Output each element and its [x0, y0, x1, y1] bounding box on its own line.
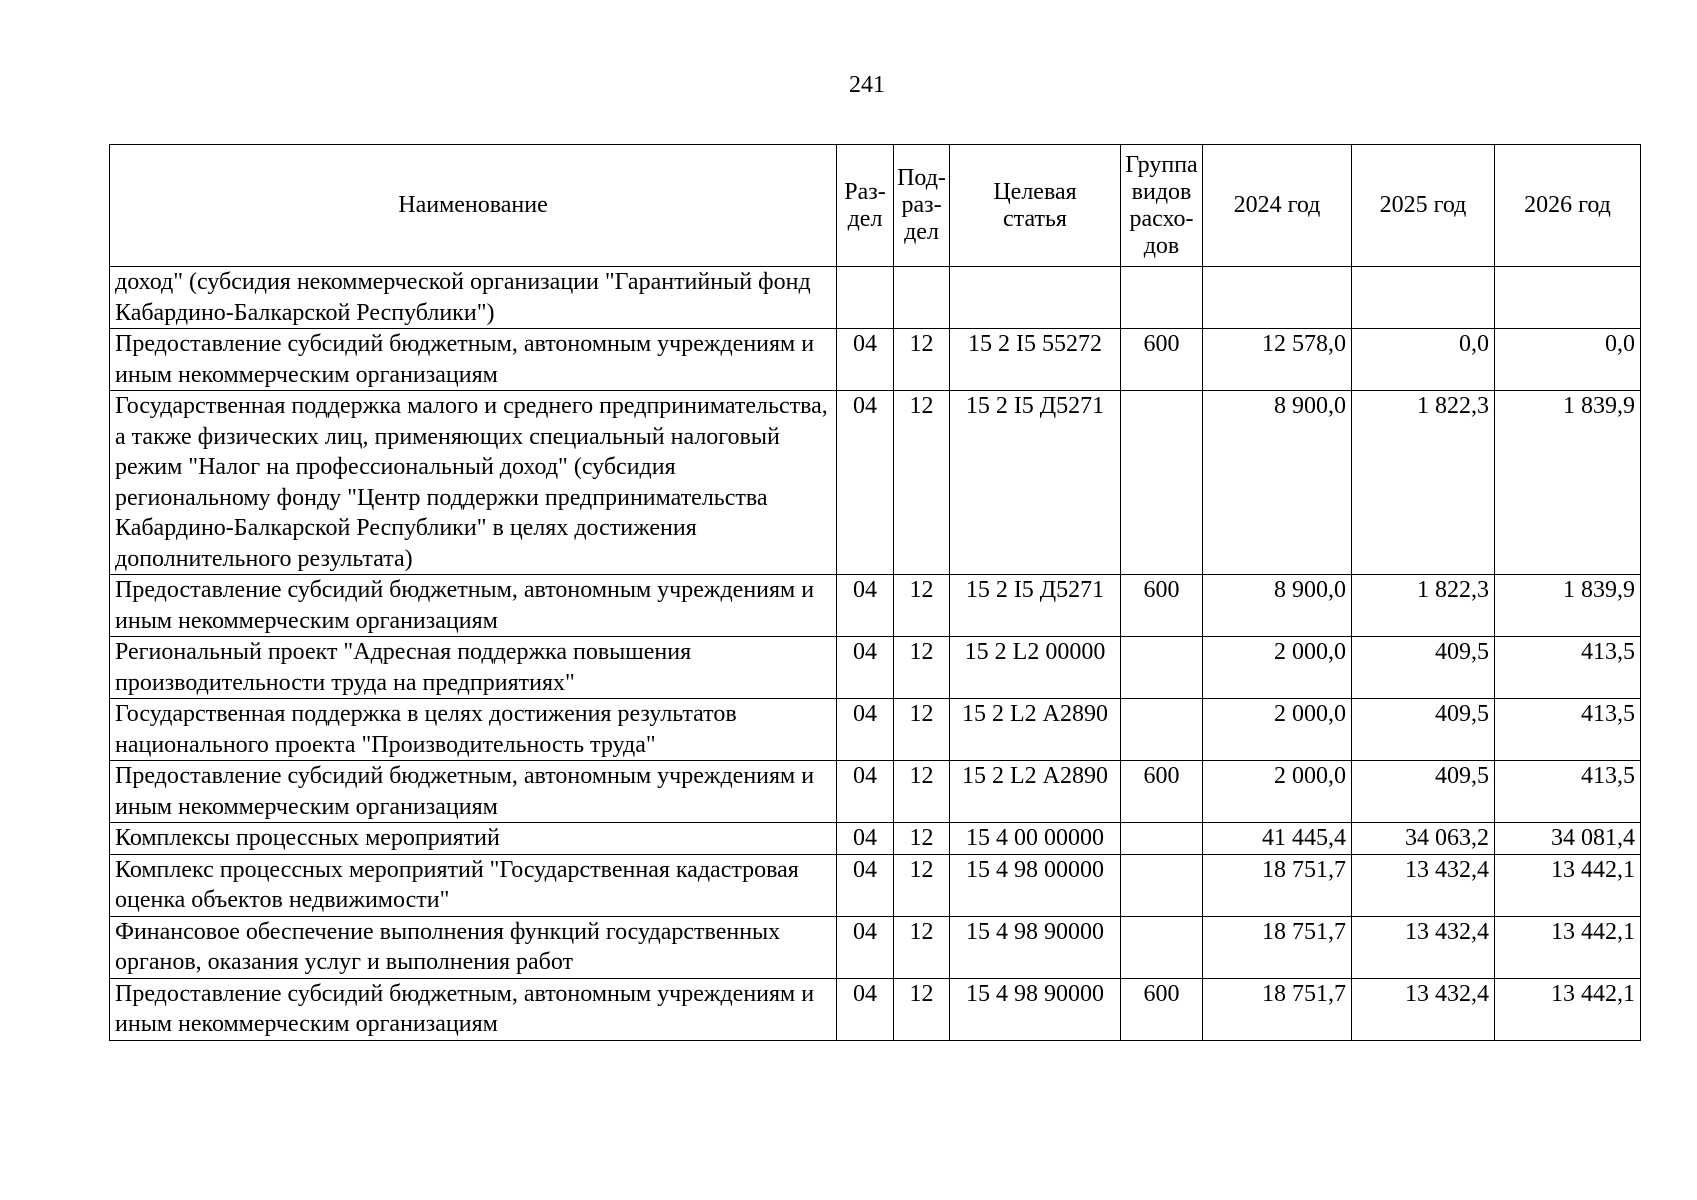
- header-group: Группа видов расхо- дов: [1121, 145, 1203, 267]
- cell-2026: 0,0: [1495, 329, 1641, 391]
- cell-group: [1121, 391, 1203, 575]
- cell-2026: 13 442,1: [1495, 854, 1641, 916]
- cell-target: [950, 267, 1121, 329]
- table-row: [110, 761, 1641, 823]
- cell-target: 15 4 98 00000: [950, 854, 1121, 916]
- cell-podrazdel: 12: [894, 575, 950, 637]
- cell-2024: [1203, 267, 1352, 329]
- cell-name: Предоставление субсидий бюджетным, автономным учреждениям и иным некоммерческим организациям: [110, 761, 837, 823]
- cell-2024: 41 445,4: [1203, 823, 1352, 855]
- cell-podrazdel: 12: [894, 391, 950, 575]
- cell-razdel: [837, 267, 894, 329]
- cell-razdel: 04: [837, 637, 894, 699]
- cell-group: 600: [1121, 761, 1203, 823]
- cell-razdel: 04: [837, 854, 894, 916]
- cell-2024: 2 000,0: [1203, 637, 1352, 699]
- cell-2025: 1 822,3: [1352, 391, 1495, 575]
- cell-target: 15 2 I5 Д5271: [950, 575, 1121, 637]
- cell-razdel: 04: [837, 575, 894, 637]
- page-number: 241: [849, 72, 885, 98]
- cell-name: Государственная поддержка в целях достижения результатов национального проекта "Производительность труда": [110, 699, 837, 761]
- table-row: [110, 699, 1641, 761]
- cell-2026: [1495, 267, 1641, 329]
- cell-target: 15 4 98 90000: [950, 978, 1121, 1040]
- cell-2024: 18 751,7: [1203, 854, 1352, 916]
- cell-podrazdel: 12: [894, 916, 950, 978]
- cell-group: [1121, 823, 1203, 855]
- cell-target: 15 4 98 90000: [950, 916, 1121, 978]
- cell-2026: 13 442,1: [1495, 978, 1641, 1040]
- cell-podrazdel: 12: [894, 823, 950, 855]
- cell-2024: 8 900,0: [1203, 575, 1352, 637]
- table-row: [110, 391, 1641, 575]
- cell-podrazdel: 12: [894, 699, 950, 761]
- cell-group: [1121, 267, 1203, 329]
- cell-2024: 12 578,0: [1203, 329, 1352, 391]
- cell-2026: 1 839,9: [1495, 391, 1641, 575]
- cell-2026: 13 442,1: [1495, 916, 1641, 978]
- cell-target: 15 2 L2 00000: [950, 637, 1121, 699]
- cell-podrazdel: 12: [894, 329, 950, 391]
- cell-group: 600: [1121, 575, 1203, 637]
- cell-name: доход" (субсидия некоммерческой организации "Гарантийный фонд Кабардино-Балкарской Республики"): [110, 267, 837, 329]
- header-2026: 2026 год: [1495, 145, 1641, 267]
- table-header-row: [110, 145, 1641, 267]
- cell-2026: 413,5: [1495, 637, 1641, 699]
- table-row: [110, 267, 1641, 329]
- table-row: [110, 823, 1641, 855]
- table-row: [110, 329, 1641, 391]
- cell-2026: 1 839,9: [1495, 575, 1641, 637]
- budget-table: [109, 144, 1641, 1041]
- cell-2025: 13 432,4: [1352, 916, 1495, 978]
- table-row: [110, 854, 1641, 916]
- header-name: Наименование: [110, 145, 837, 267]
- cell-podrazdel: 12: [894, 637, 950, 699]
- header-2024: 2024 год: [1203, 145, 1352, 267]
- header-podrazdel: Под- раз- дел: [894, 145, 950, 267]
- cell-2025: 13 432,4: [1352, 854, 1495, 916]
- cell-target: 15 2 I5 55272: [950, 329, 1121, 391]
- cell-name: Финансовое обеспечение выполнения функций государственных органов, оказания услуг и выполнения работ: [110, 916, 837, 978]
- cell-razdel: 04: [837, 916, 894, 978]
- cell-2025: 13 432,4: [1352, 978, 1495, 1040]
- cell-podrazdel: 12: [894, 978, 950, 1040]
- cell-razdel: 04: [837, 823, 894, 855]
- cell-2025: 409,5: [1352, 761, 1495, 823]
- cell-2025: 34 063,2: [1352, 823, 1495, 855]
- cell-name: Комплекс процессных мероприятий "Государственная кадастровая оценка объектов недвижимости": [110, 854, 837, 916]
- cell-razdel: 04: [837, 978, 894, 1040]
- cell-group: [1121, 916, 1203, 978]
- header-target: Целевая статья: [950, 145, 1121, 267]
- cell-2025: 409,5: [1352, 699, 1495, 761]
- cell-2024: 18 751,7: [1203, 978, 1352, 1040]
- cell-2025: 409,5: [1352, 637, 1495, 699]
- cell-podrazdel: 12: [894, 854, 950, 916]
- cell-razdel: 04: [837, 761, 894, 823]
- header-2025: 2025 год: [1352, 145, 1495, 267]
- cell-target: 15 2 L2 А2890: [950, 761, 1121, 823]
- cell-target: 15 4 00 00000: [950, 823, 1121, 855]
- cell-group: 600: [1121, 978, 1203, 1040]
- cell-target: 15 2 I5 Д5271: [950, 391, 1121, 575]
- cell-podrazdel: 12: [894, 761, 950, 823]
- cell-2026: 413,5: [1495, 699, 1641, 761]
- cell-group: [1121, 854, 1203, 916]
- cell-group: 600: [1121, 329, 1203, 391]
- cell-name: Предоставление субсидий бюджетным, автономным учреждениям и иным некоммерческим организациям: [110, 978, 837, 1040]
- cell-2025: 0,0: [1352, 329, 1495, 391]
- cell-name: Предоставление субсидий бюджетным, автономным учреждениям и иным некоммерческим организациям: [110, 575, 837, 637]
- cell-2024: 2 000,0: [1203, 761, 1352, 823]
- cell-2024: 8 900,0: [1203, 391, 1352, 575]
- cell-name: Региональный проект "Адресная поддержка повышения производительности труда на предприятиях": [110, 637, 837, 699]
- cell-group: [1121, 699, 1203, 761]
- header-razdel: Раз- дел: [837, 145, 894, 267]
- cell-name: Комплексы процессных мероприятий: [110, 823, 837, 855]
- table-row: [110, 978, 1641, 1040]
- cell-podrazdel: [894, 267, 950, 329]
- cell-2024: 18 751,7: [1203, 916, 1352, 978]
- table-row: [110, 637, 1641, 699]
- cell-2024: 2 000,0: [1203, 699, 1352, 761]
- cell-razdel: 04: [837, 329, 894, 391]
- cell-group: [1121, 637, 1203, 699]
- cell-razdel: 04: [837, 391, 894, 575]
- cell-2025: [1352, 267, 1495, 329]
- cell-name: Государственная поддержка малого и среднего предпринимательства, а также физических лиц, применяющих специальный налоговый режим "Налог на профессиональный доход" (субсидия региональному фонду "Центр поддержки предпринимательства Кабардино-Балкарской Республики" в целях достижения дополнительного результата): [110, 391, 837, 575]
- cell-razdel: 04: [837, 699, 894, 761]
- cell-2026: 413,5: [1495, 761, 1641, 823]
- table-body: [110, 267, 1641, 1041]
- cell-2025: 1 822,3: [1352, 575, 1495, 637]
- cell-name: Предоставление субсидий бюджетным, автономным учреждениям и иным некоммерческим организациям: [110, 329, 837, 391]
- cell-target: 15 2 L2 А2890: [950, 699, 1121, 761]
- table-row: [110, 575, 1641, 637]
- cell-2026: 34 081,4: [1495, 823, 1641, 855]
- table-row: [110, 916, 1641, 978]
